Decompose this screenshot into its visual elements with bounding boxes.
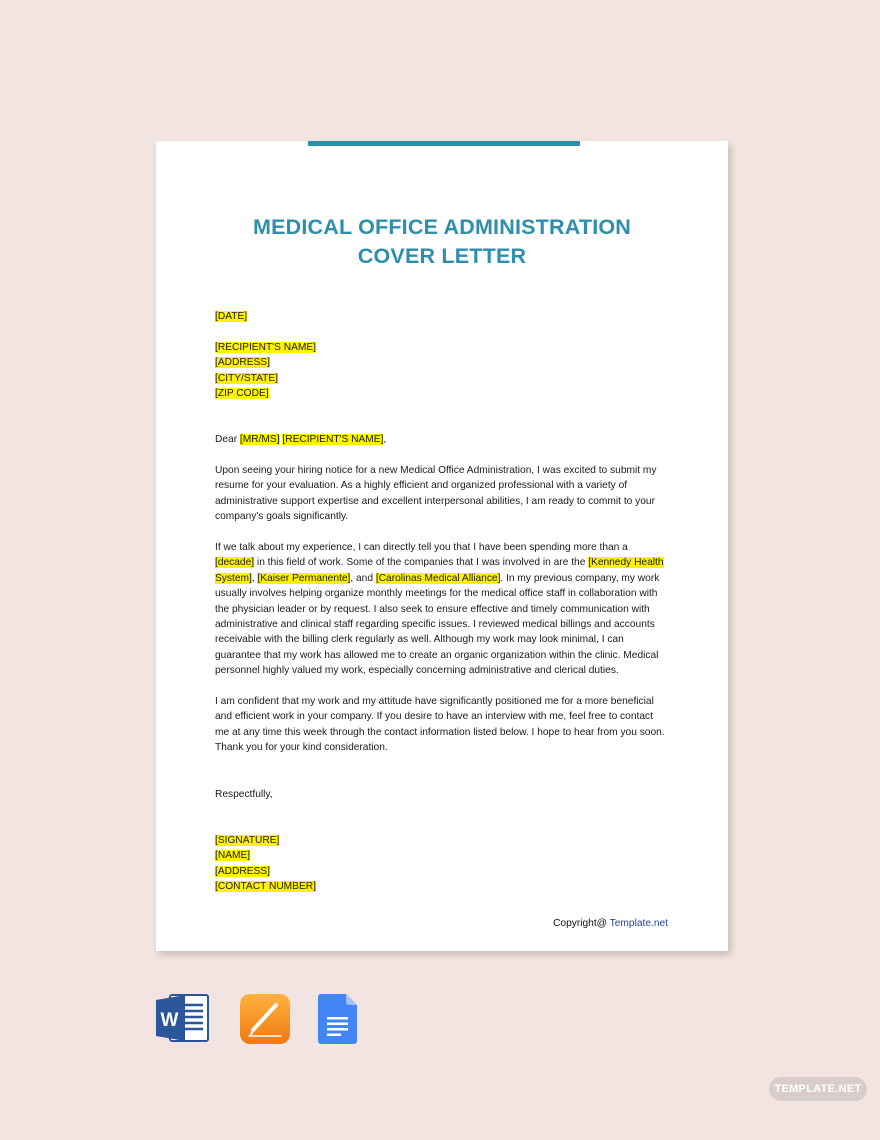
paragraph-1: Upon seeing your hiring notice for a new Medical Office Administration, I was excited to submit my resume for your evaluation. As a highly efficient and organized professional with a variety of administrative support expertise and excellent interpersonal abilities, I am ready to commit to your company's goals significantly. [215, 465, 657, 523]
sender-contact: [CONTACT NUMBER] [215, 880, 316, 892]
company-1-placeholder: [Kennedy Health System] [215, 557, 664, 584]
closing: Respectfully, [215, 788, 273, 800]
sender-address: [ADDRESS] [215, 865, 270, 877]
recipient-name: [RECIPIENT'S NAME] [215, 341, 317, 353]
letter-page [156, 141, 728, 951]
salutation-name: [RECIPIENT'S NAME] [282, 434, 384, 446]
date-placeholder: [DATE] [215, 311, 248, 322]
template-net-link[interactable]: Template.net [609, 918, 668, 929]
salutation: Dear [MR/MS] [RECIPIENT'S NAME], [215, 434, 387, 446]
company-2-placeholder: [Kaiser Permanente] [257, 572, 351, 584]
document-title [156, 213, 728, 271]
google-docs-icon[interactable] [318, 993, 358, 1045]
sender-signature: [SIGNATURE] [215, 834, 280, 846]
letter-body [215, 309, 667, 894]
paragraph-3: I am confident that my work and my attitude have significantly positioned me for a more beneficial and efficient work in your company. If you desire to have an interview with me, feel free to contact me at any time this week through the contact information listed below. I hope to hear from you soon. Thank you for your kind consideration. [215, 696, 665, 754]
recipient-zip: [ZIP CODE] [215, 388, 269, 400]
decade-placeholder: [decade] [215, 557, 255, 569]
template-net-watermark: TEMPLATE.NET [769, 1077, 867, 1101]
recipient-address: [ADDRESS] [215, 357, 270, 369]
top-accent-bar [308, 141, 580, 146]
word-icon[interactable] [156, 993, 210, 1043]
sender-name: [NAME] [215, 850, 251, 862]
title-line-1: MEDICAL OFFICE ADMINISTRATION [252, 215, 632, 239]
svg-text:W: W [160, 1010, 179, 1031]
title-line-2: COVER LETTER [357, 244, 527, 268]
company-3-placeholder: [Carolinas Medical Alliance] [375, 572, 501, 584]
recipient-city-state: [CITY/STATE] [215, 372, 279, 384]
paragraph-2: If we talk about my experience, I can directly tell you that I have been spending more than a [decade] in this field of work. Some of the companies that I was involved in are the [Kennedy Health System], [Kaiser Permanente], and [Carolinas Medical Alliance]. In my previous company, my work usually involves helping organize monthly meetings for the medical office staff in collaboration with the physician leader or by request. I also seek to ensure effective and timely communication with administrative and clinical staff regarding specific issues. I reviewed medical billings and accounts receivable with the billing clerk regularly as well. Although my work may look minimal, I can guarantee that my work has allowed me to create an organic organization within the clinic. Medical personnel highly valued my work, especially concerning administrative and clerical duties. [215, 542, 664, 677]
pages-icon[interactable] [239, 993, 291, 1045]
salutation-title: [MR/MS] [239, 434, 280, 446]
copyright: Copyright@ Template.net [553, 918, 668, 929]
